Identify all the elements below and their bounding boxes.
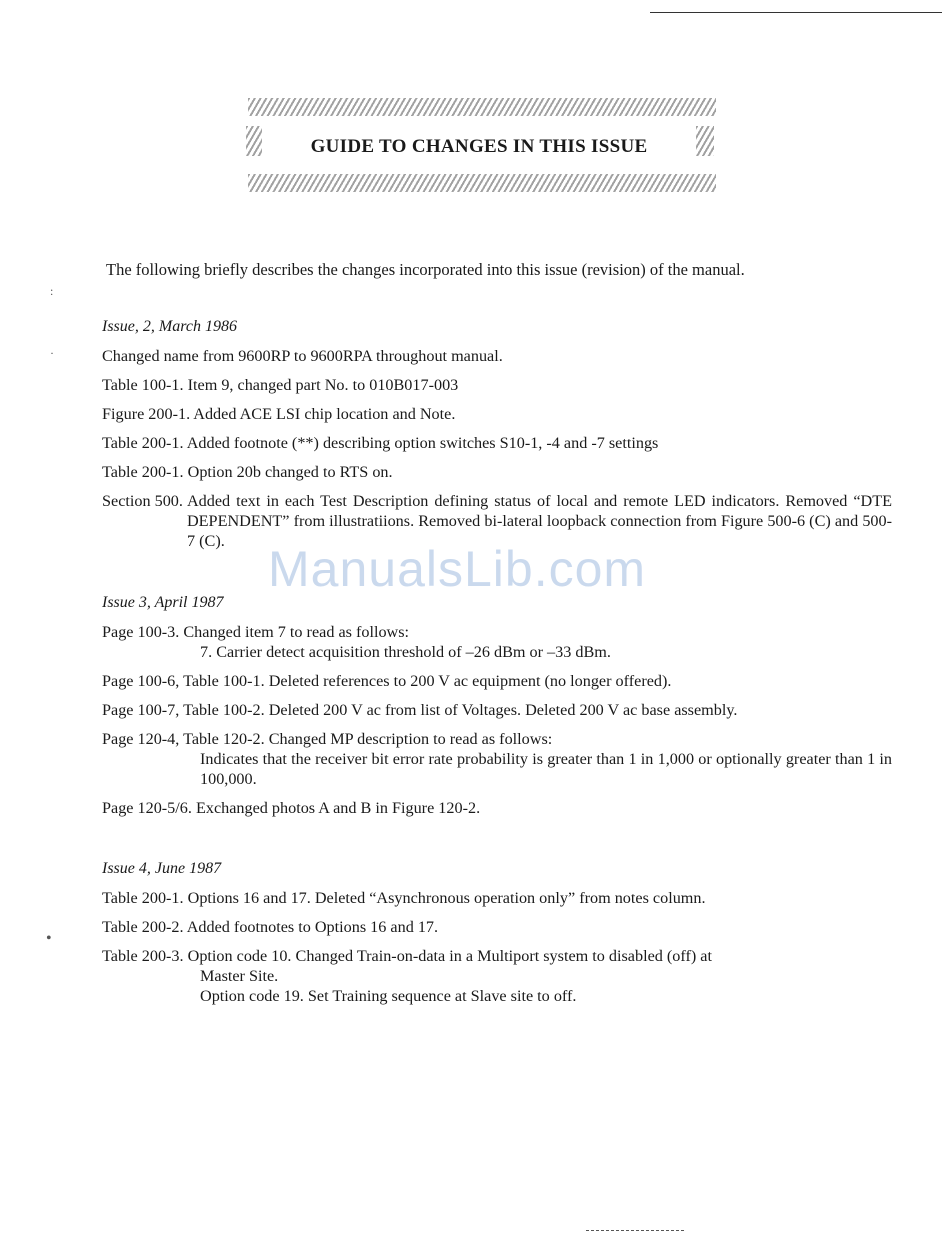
entry-text: Page 100-3. Changed item 7 to read as follows: (102, 623, 410, 641)
entry-subtext: Master Site. (200, 967, 279, 985)
change-entry: Changed name from 9600RP to 9600RPA throughout manual. (102, 347, 503, 365)
issue-section-2 (102, 318, 892, 560)
intro-paragraph: The following briefly describes the changes incorporated into this issue (revision) of the manual. (106, 260, 745, 279)
top-rule (650, 12, 942, 13)
issue-section-4 (102, 860, 892, 1015)
watermark: ManualsLib.com (268, 541, 647, 597)
entry-label: Section 500. (102, 492, 187, 510)
entry-text: Page 120-4, Table 120-2. Changed MP description to read as follows: (102, 730, 553, 748)
banner-hatch-top (248, 98, 716, 116)
change-entry (102, 946, 892, 1006)
change-entry: Page 120-5/6. Exchanged photos A and B in Figure 120-2. (102, 799, 481, 817)
entry-subtext: Indicates that the receiver bit error rate probability is greater than 1 in 1,000 or optionally greater than 1 in 100,000. (200, 750, 892, 788)
bottom-rule (586, 1230, 684, 1231)
title-banner (244, 96, 718, 198)
issue-title: Issue 4, June 1987 (102, 860, 222, 877)
entry-subtext: 7. Carrier detect acquisition threshold of –26 dBm or –33 dBm. (200, 643, 611, 661)
scan-speck: : (50, 284, 54, 298)
entry-text: Table 200-3. Option code 10. Changed Train-on-data in a Multiport system to disabled (off) at (102, 947, 712, 965)
scan-speck: • (46, 930, 52, 947)
change-entry (102, 622, 892, 662)
change-entry: Figure 200-1. Added ACE LSI chip location and Note. (102, 405, 456, 423)
banner-hatch-right (696, 126, 714, 156)
page-title: GUIDE TO CHANGES IN THIS ISSUE (310, 136, 648, 157)
change-entry: Table 200-1. Options 16 and 17. Deleted “Asynchronous operation only” from notes column. (102, 889, 706, 907)
entry-text: Added text in each Test Description defining status of local and remote LED indicators. Removed “DTE DEPENDENT” from illustratiions. Removed bi-lateral loopback connection from Figure 500-6 (C) and 500-7 (C). (186, 492, 892, 550)
issue-title: Issue 3, April 1987 (102, 594, 224, 611)
change-entry: Page 100-7, Table 100-2. Deleted 200 V ac from list of Voltages. Deleted 200 V ac base assembly. (102, 701, 738, 719)
change-entry: Table 200-1. Option 20b changed to RTS on. (102, 463, 393, 481)
change-entry (102, 729, 892, 789)
issue-title: Issue, 2, March 1986 (102, 318, 237, 335)
banner-hatch-bottom (248, 174, 716, 192)
issue-section-3 (102, 594, 892, 827)
change-entry: Page 100-6, Table 100-1. Deleted references to 200 V ac equipment (no longer offered). (102, 672, 672, 690)
change-entry: Table 200-1. Added footnote (**) describing option switches S10-1, -4 and -7 settings (102, 434, 659, 452)
entry-subtext: Option code 19. Set Training sequence at Slave site to off. (200, 987, 577, 1005)
change-entry: Table 200-2. Added footnotes to Options 16 and 17. (102, 918, 439, 936)
banner-hatch-left (246, 126, 262, 156)
change-entry: Table 100-1. Item 9, changed part No. to 010B017-003 (102, 376, 459, 394)
scan-speck: · (50, 346, 54, 360)
